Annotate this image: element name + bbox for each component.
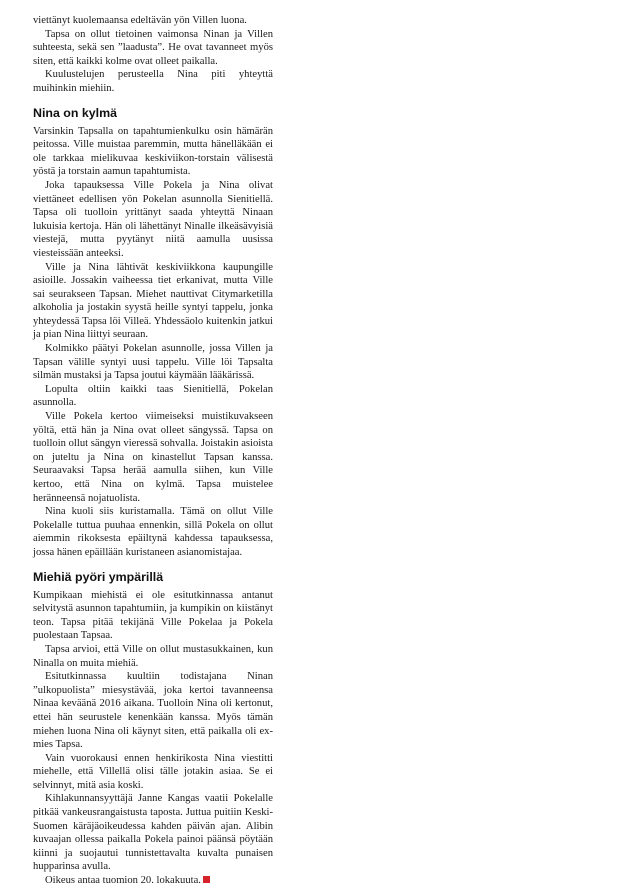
article-column <box>33 14 273 888</box>
body-paragraph: Ville ja Nina lähtivät keskiviikkona kaupungille asioille. Jossakin vaiheessa tiet erkanivat, mutta Ville sai seurakseen Tapsan. Miehet nauttivat Citymarketilla alkoholia ja jostakin syystä heille syntyi tappelu, jonka yhteydessä Tapsa löi Villeä. Yhdessäolo kuitenkin jatkui ja pian Nina liittyi seuraan. <box>33 261 273 341</box>
body-paragraph: Kolmikko päätyi Pokelan asunnolle, jossa Villen ja Tapsan välille syntyi uusi tappelu. Ville löi Tapsalta silmän mustaksi ja Tapsa joutui käymään lääkärissä. <box>33 343 273 382</box>
intro-paragraph: Kuulustelujen perusteella Nina piti yhteyttä muihinkin miehiin. <box>33 69 273 94</box>
body-paragraph: Esitutkinnassa kuultiin todistajana Ninan ”ulkopuolista” miesystävää, joka kertoi tavanneensa Ninaa keväänä 2016 aikana. Tuolloin Nina oli kertonut, ettei hän seurustele kenenkään kanssa. Myös tämän miehen luona Nina oli käynyt siten, että paikalla oli ex-mies Tapsa. <box>33 671 273 751</box>
body-paragraph: Kumpikaan miehistä ei ole esitutkinnassa antanut selvitystä asunnon tapahtumiin, ja kumpikin on kiistänyt teon. Tapsa pitää tekijänä Ville Pokelaa ja Pokela puolestaan Tapsaa. <box>33 589 273 642</box>
closing-paragraph <box>33 874 273 888</box>
body-paragraph: Joka tapauksessa Ville Pokela ja Nina olivat viettäneet edellisen yön Pokelan asunnolla Sienitiellä. Tapsa oli tuolloin yrittänyt saada yhteyttä Ninaan lukuisia kertoja. Hän oli lähettänyt Ninalle ilkeäsävyisiä viestejä, mutta pyytänyt niitä aamulla uusissa viesteissään anteeksi. <box>33 179 273 259</box>
body-paragraph: Tapsa arvioi, että Ville on ollut mustasukkainen, kun Ninalla on muita miehiä. <box>33 643 273 669</box>
body-paragraph: Varsinkin Tapsalla on tapahtumienkulku osin hämärän peitossa. Ville muistaa paremmin, mutta hänelläkään ei ole tarkkaa mielikuvaa keskiviikon-torstain välisestä yöstä ja torstain aamun tapahtumista. <box>33 125 273 178</box>
end-mark-icon <box>203 876 210 883</box>
body-paragraph: Vain vuorokausi ennen henkirikosta Nina viestitti miehelle, että Villellä olisi tälle jotakin asiaa. Se ei selvinnyt, mitä asia koski. <box>33 752 273 791</box>
closing-text: Oikeus antaa tuomion 20. lokakuuta. <box>45 875 201 887</box>
body-paragraph: Ville Pokela kertoo viimeiseksi muistikuvakseen yöltä, että hän ja Nina ovat olleet sängyssä. Tapsa on tuolloin ollut sängyn vieressä sohvalla. Joistakin asioista on juteltu ja Nina on kinastellut Tapsan kanssa. Seuraavaksi Tapsa herää aamulla siihen, kun Ville kertoo, että Nina on kylmä. Tapsa muistelee heränneensä nojatuolista. <box>33 411 273 504</box>
section-heading: Nina on kylmä <box>33 105 118 120</box>
intro-paragraph: viettänyt kuolemaansa edeltävän yön Villen luona. <box>33 15 247 26</box>
body-paragraph: Kihlakunnansyyttäjä Janne Kangas vaatii Pokelalle pitkää vankeusrangaistusta taposta. Juttua puitiin Keski-Suomen käräjäoikeudessa kahden päivän ajan. Alibin kuvaajan ollessa paikalla Pokela painoi päänsä pöytään kiinni ja suojautui tunnistettavalta kuvalta punaisen hupparinsa avulla. <box>33 793 273 873</box>
body-paragraph: Nina kuoli siis kuristamalla. Tämä on ollut Ville Pokelalle tuttua puuhaa ennenkin, sillä Pokela on ollut aiemmin rikoksesta epäiltynä kahdessa tapauksessa, jossa hänen epäillään kuristaneen asianomistajaa. <box>33 506 273 558</box>
section-heading: Miehiä pyöri ympärillä <box>33 569 164 584</box>
body-paragraph: Lopulta oltiin kaikki taas Sienitiellä, Pokelan asunnolla. <box>33 383 273 409</box>
intro-paragraph: Tapsa on ollut tietoinen vaimonsa Ninan ja Villen suhteesta, sekä sen ”laadusta”. He ovat tavanneet myös siten, että kaikki kolme ovat olleet paikalla. <box>33 28 273 67</box>
